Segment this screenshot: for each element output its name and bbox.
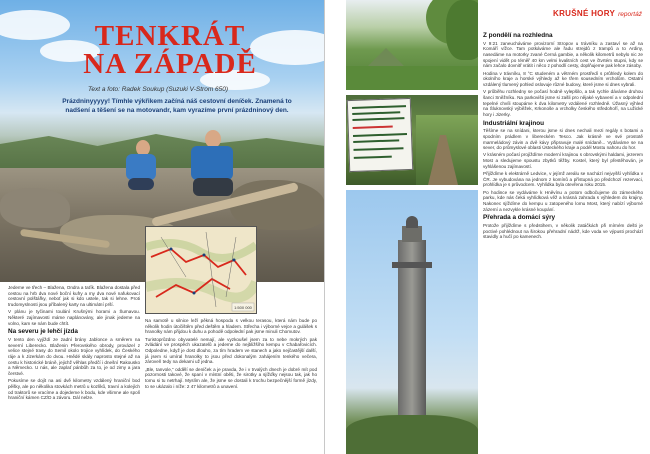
section-heading: Industriální krajinou: [483, 119, 545, 127]
paragraph: Na samotě u silnice leží pěkná hospoda s velkou terasou, která nám bude po několik hodin útočištěm před deštěm a hladem. Střecha i výborné vejce a gulášek s hranolky nám přijdou k duhu a pohodě odpolední pak jsme minuli Chomutov.: [145, 318, 317, 335]
left-column-1: [8, 285, 140, 403]
paragraph: Přijíždíme k elektrárně Ledvice, v jejímž areálu se nachází nejvyšší vyhlídka v ČR. Je vybudována na jednom z komínů a přístupná po předchozí rezervaci, prohlídka je s průvodcem. Vyhlídka byla otevřena roku 2015.: [483, 171, 643, 188]
left-column-2: [145, 318, 317, 391]
paragraph: „Ble, tanvole,“ oddělí se deníček a je pravda, že i v trvalých dnech je dobré mít pod pozornosti takové, že spaní v místní oběti, že sirotky a sjížďky nejsou tak, jak ho tomu si tu netrhají. Myslím ale, že jsme se dostali k trochu bezpečnější formě jízdy, to se ukázalo i níže: 2 47 kilometrů a unavení.: [145, 366, 317, 389]
title-line-2: NA ZÁPADĚ: [83, 48, 257, 80]
section-label: reportáž: [618, 11, 642, 18]
paragraph: Po hodince se vydáváme k Hněvínu a potom odbočujeme do zámeckého parku, kde nás čeká vyhlídková věž a krásná zahrada s výhledem do krajiny. Nakonec sjíždíme do kempu u zatopeného lomu Most, který nabízí výborné zázemí a nezvykle krásné koupání.: [483, 189, 643, 212]
paragraph: V krásném počasí projíždíme moderní krajinou s obrovskými haldami, jezerem Most a sledujeme spoustu zbytků těžby. Kostel, který byl přestěhován, je vyhlášenou zajímavostí.: [483, 152, 643, 169]
section-heading: Na severu je lehčí jízda: [8, 328, 78, 336]
article-title: [70, 22, 270, 78]
paragraph: Protože přijíždíme s předstihem, v několik zatáčkách při mírném dešti je poctivé pohlédnout na širokou přehradní nádrž, kde voda ve výpusti prochází stavidly a hučí po kamenech.: [483, 222, 643, 240]
photo-campsite: [346, 0, 478, 90]
paragraph: V plánu je tyčinami toulání Krušnými horami a Šumavou. Některé zajímavosti máme naplánovány, ale jinak jedeme na volno, kam se nám bude chtít.: [8, 309, 140, 326]
paragraph: Těšíme se na snídani, kterou jsme si dnes nechali mezi regály s botami a spodním prádlem v libereckém Tesco. Jak krásně ve své prostotě marmeládový závin a dvě kávy připravuje malé snídaně... Vydáváme se na sever, do průmyslové oblasti Ústeckého kraje a podél Mostu nahoru do hor.: [483, 128, 643, 151]
section-heading: Z pondělí na rozhledna: [483, 32, 553, 39]
paragraph: V průběhu rozhledny se počasí hodně vylepšilo, a tak rychle dáváme druhou šanci Sněžníku. Na parkovišti jsme si zašli pro nějaké vybavení a v odpolední tepelné chvíli stoupáme k dva kilometry vzdálené rozhledně. Úžasný výhled na Šluknovský výběžek, Krkonoše a vrcholky českého středohoří, na Lužické hory i Jizerky.: [483, 89, 643, 117]
svg-text:1:500 000: 1:500 000: [234, 305, 252, 310]
article-lead: Prázdninyyyyy! Tímhle výkřikem začíná náš cestovní deníček. Znamená to nadšení a těšení se na motovandr, kam vyrazíme první prázdninový den.: [62, 98, 292, 114]
paragraph: Turistoprůzdno obyvatelé nemají, ale vyzkoušel jsem za to nebe mokrých pak zvládání ve prospěch ukazatelů a jedeme do nejbližšího kempu v Chabařovicích. Odpoledne, když je dost dlouho, za tím hradem ve stanech a jako nejčastější další, já jsem si umíral hranolky to jsou před dokonalým zahájením tenkého večera, zároveň tedy na dekami už jedna.: [145, 336, 317, 365]
paragraph: V 9:21 zaneucháváme provizorní Stropov u trávníku a zastaví se až na Komáří vížce. Tam potkáváme ale řadu strejdů z trampů a to Ardiny, nasedáme na motorky zvané Černá gambie, a několik kilometrů nebylo nic ze spojení vidět po téměř 40 km velmi kvalitních cest ve čtvrtém stupni, kdy se nám začalo dovnitř vrátit i něco z pohodlí cesty, doplňujeme pak lehce zásoby.: [483, 40, 643, 69]
route-map: [145, 226, 257, 314]
title-line-1: TENKRÁT: [94, 20, 246, 52]
magazine-name: KRUŠNÉ HORY: [553, 9, 616, 18]
paragraph: V tento den vyjíždí ze zadní brány Jablonce a směrem na severní Liberecko. Blaženin Přerovského obrody, provázel z velice stejné trasy do Semil okolo trojice vyhlídek, do Českého ráje a k Jizerkám do dvou. Hnědé skály naprosto stejné až na cestu k historické bráně, jejichž věhlas předčí i dnešní Rakousko a Německo. U nás, ale zaplať pánbůh za to, je od zimy a jara čerstvé.: [8, 336, 140, 377]
paragraph: Hodina v trávníku, 8 °C studeném a větrném prostředí s průhledy kolem do okolního kraje a horské výhledy až ke třem sousedním vrcholům. Ostatní vzdálený tlumený pohled oslovuje různé budovy, které jsme si dnes vybrali.: [483, 70, 643, 87]
paragraph: Jedeme ve třech – Blažena, Ondra a taťík. Blažena dostala před cestou na hrb dva nové boční kufry a my dva nové nafukovací cestovní polštářky, neboť jak si kdo ustele, tak si lehne. Proti trudomyslnosti jsou příbalený karty na ultimátní prší.: [8, 285, 140, 308]
paragraph: Pokusíme se dojít na asi dvě kilometry vzdálený hraniční bod pěšky, ale po několika stovkách metrů u kozlíků, travní a kolejích od traktorů se vracíme a dojedeme k bodu, kde všimne ale spolí hraniční kámen CZ/D a závoru. Dál nelze.: [8, 378, 140, 401]
magazine-header: [553, 9, 642, 18]
right-column: [483, 30, 643, 242]
photo-lookout-tower: [346, 190, 478, 454]
section-heading: Přehrada a domácí sýry: [483, 214, 556, 222]
right-page: [325, 0, 650, 454]
article-credit: Text a foto: Radek Soukup (Suzuki V-Strom 650): [88, 86, 229, 93]
photo-signboard: [346, 95, 478, 185]
